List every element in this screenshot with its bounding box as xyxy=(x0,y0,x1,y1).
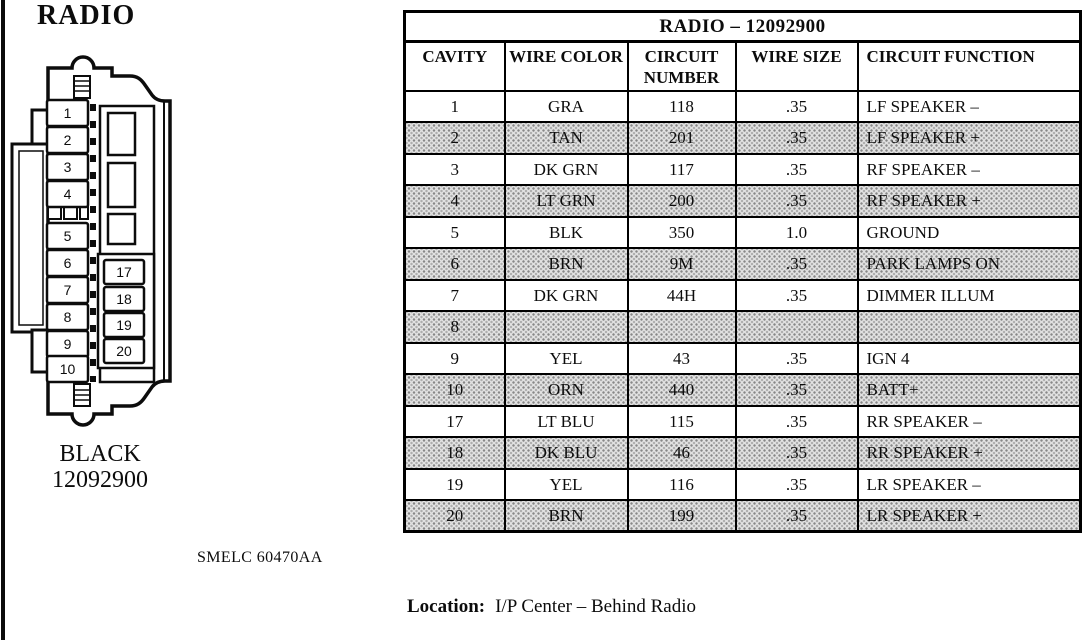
table-row xyxy=(405,154,1081,186)
table-row xyxy=(405,500,1081,532)
cavity-number-label: 17 xyxy=(116,264,132,280)
cell-wire-size: .35 xyxy=(736,406,858,438)
cell-cavity: 4 xyxy=(405,185,505,217)
table-row xyxy=(405,311,1081,343)
cell-wire-color xyxy=(505,311,628,343)
cell-circuit-function: DIMMER ILLUM xyxy=(858,280,1081,312)
cell-wire-color: LT BLU xyxy=(505,406,628,438)
cell-cavity: 17 xyxy=(405,406,505,438)
cavity-number-label: 4 xyxy=(63,186,72,202)
cell-circuit-function: LR SPEAKER – xyxy=(858,469,1081,501)
connector-key-tab-bottom xyxy=(74,384,90,406)
table-row xyxy=(405,248,1081,280)
cell-cavity: 1 xyxy=(405,91,505,123)
cell-circuit-function: PARK LAMPS ON xyxy=(858,248,1081,280)
table-row xyxy=(405,406,1081,438)
cell-circuit-number xyxy=(628,311,736,343)
cavity-number-label: 9 xyxy=(63,336,72,352)
table-row xyxy=(405,280,1081,312)
cell-circuit-number: 9M xyxy=(628,248,736,280)
cell-wire-size: .35 xyxy=(736,248,858,280)
cell-circuit-number: 46 xyxy=(628,437,736,469)
cell-wire-color: BRN xyxy=(505,500,628,532)
cavity-number-label: 1 xyxy=(63,105,72,121)
connector-blank-cavity xyxy=(108,214,135,244)
cell-circuit-number: 200 xyxy=(628,185,736,217)
location-label: Location: xyxy=(407,596,486,617)
table-row xyxy=(405,343,1081,375)
page-title: RADIO xyxy=(37,0,136,31)
cell-circuit-function: GROUND xyxy=(858,217,1081,249)
connector-blank-cavity xyxy=(108,163,135,207)
col-header-wire-size: WIRE SIZE xyxy=(736,42,858,91)
cavity-number-label: 6 xyxy=(63,255,72,271)
cell-wire-size: .35 xyxy=(736,154,858,186)
location-line xyxy=(407,596,696,618)
table-row xyxy=(405,91,1081,123)
connector-label xyxy=(38,442,162,494)
cell-cavity: 18 xyxy=(405,437,505,469)
connector-color-label: BLACK xyxy=(59,441,141,467)
cavity-number-label: 3 xyxy=(63,159,72,175)
cell-wire-size: .35 xyxy=(736,469,858,501)
table-row xyxy=(405,217,1081,249)
cavity-number-label: 5 xyxy=(63,228,72,244)
cell-wire-color: GRA xyxy=(505,91,628,123)
connector-key-tab-top xyxy=(74,76,90,98)
cell-circuit-number: 44H xyxy=(628,280,736,312)
cell-wire-size: .35 xyxy=(736,437,858,469)
cell-wire-size: .35 xyxy=(736,343,858,375)
cell-circuit-number: 118 xyxy=(628,91,736,123)
cell-cavity: 3 xyxy=(405,154,505,186)
cell-cavity: 6 xyxy=(405,248,505,280)
cell-circuit-number: 440 xyxy=(628,374,736,406)
cell-wire-color: YEL xyxy=(505,343,628,375)
cell-wire-color: BRN xyxy=(505,248,628,280)
table-row xyxy=(405,469,1081,501)
table-row xyxy=(405,122,1081,154)
radio-connector-diagram xyxy=(4,50,194,446)
cell-cavity: 9 xyxy=(405,343,505,375)
cell-wire-size: .35 xyxy=(736,91,858,123)
cell-wire-size xyxy=(736,311,858,343)
cell-wire-size: .35 xyxy=(736,122,858,154)
cell-circuit-function: LF SPEAKER – xyxy=(858,91,1081,123)
document-code: SMELC 60470AA xyxy=(197,549,323,566)
cavity-number-label: 20 xyxy=(116,343,132,359)
col-header-circuit-function: CIRCUIT FUNCTION xyxy=(858,42,1081,91)
table-row xyxy=(405,437,1081,469)
cell-wire-size: .35 xyxy=(736,374,858,406)
table-row xyxy=(405,185,1081,217)
connector-blank-cavity xyxy=(108,113,135,155)
cell-cavity: 20 xyxy=(405,500,505,532)
cell-wire-color: DK GRN xyxy=(505,280,628,312)
cell-circuit-function xyxy=(858,311,1081,343)
cell-wire-size: .35 xyxy=(736,185,858,217)
cell-wire-color: TAN xyxy=(505,122,628,154)
cell-wire-size: .35 xyxy=(736,280,858,312)
cell-circuit-function: RR SPEAKER + xyxy=(858,437,1081,469)
cavity-number-label: 18 xyxy=(116,291,132,307)
cell-circuit-function: RF SPEAKER + xyxy=(858,185,1081,217)
cell-wire-size: 1.0 xyxy=(736,217,858,249)
cell-wire-color: ORN xyxy=(505,374,628,406)
cell-circuit-number: 199 xyxy=(628,500,736,532)
cell-cavity: 10 xyxy=(405,374,505,406)
col-header-cavity: CAVITY xyxy=(405,42,505,91)
cell-circuit-number: 117 xyxy=(628,154,736,186)
cell-circuit-number: 116 xyxy=(628,469,736,501)
cell-cavity: 5 xyxy=(405,217,505,249)
cell-circuit-number: 201 xyxy=(628,122,736,154)
pinout-table-body xyxy=(405,91,1081,532)
connector-part-number: 12092900 xyxy=(52,466,148,493)
table-row xyxy=(405,374,1081,406)
cell-cavity: 19 xyxy=(405,469,505,501)
cell-cavity: 2 xyxy=(405,122,505,154)
col-header-wire-color: WIRE COLOR xyxy=(505,42,628,91)
right-cavity-boxes xyxy=(104,260,144,363)
table-title: RADIO – 12092900 xyxy=(405,12,1081,42)
cavity-number-label: 2 xyxy=(63,132,72,148)
cell-wire-color: DK BLU xyxy=(505,437,628,469)
cell-circuit-number: 350 xyxy=(628,217,736,249)
cell-cavity: 8 xyxy=(405,311,505,343)
cell-circuit-function: BATT+ xyxy=(858,374,1081,406)
connector-left-bracket xyxy=(12,144,50,332)
cavity-number-label: 19 xyxy=(116,317,132,333)
cavity-number-label: 7 xyxy=(63,282,72,298)
pinout-table xyxy=(403,10,1082,533)
table-title-row xyxy=(405,12,1081,42)
cell-circuit-number: 115 xyxy=(628,406,736,438)
table-header-row xyxy=(405,42,1081,91)
cell-cavity: 7 xyxy=(405,280,505,312)
left-cavity-boxes xyxy=(47,100,88,382)
cell-circuit-function: IGN 4 xyxy=(858,343,1081,375)
cell-wire-color: LT GRN xyxy=(505,185,628,217)
pinout-table-container xyxy=(403,10,1082,533)
cell-wire-color: YEL xyxy=(505,469,628,501)
cell-wire-color: DK GRN xyxy=(505,154,628,186)
col-header-circuit-number: CIRCUIT NUMBER xyxy=(628,42,736,91)
cell-circuit-function: LR SPEAKER + xyxy=(858,500,1081,532)
cell-circuit-number: 43 xyxy=(628,343,736,375)
cavity-number-label: 10 xyxy=(59,361,76,377)
location-value: I/P Center – Behind Radio xyxy=(495,596,696,617)
cell-wire-color: BLK xyxy=(505,217,628,249)
cavity-number-label: 8 xyxy=(63,309,72,325)
cell-wire-size: .35 xyxy=(736,500,858,532)
cell-circuit-function: LF SPEAKER + xyxy=(858,122,1081,154)
cell-circuit-function: RR SPEAKER – xyxy=(858,406,1081,438)
cell-circuit-function: RF SPEAKER – xyxy=(858,154,1081,186)
